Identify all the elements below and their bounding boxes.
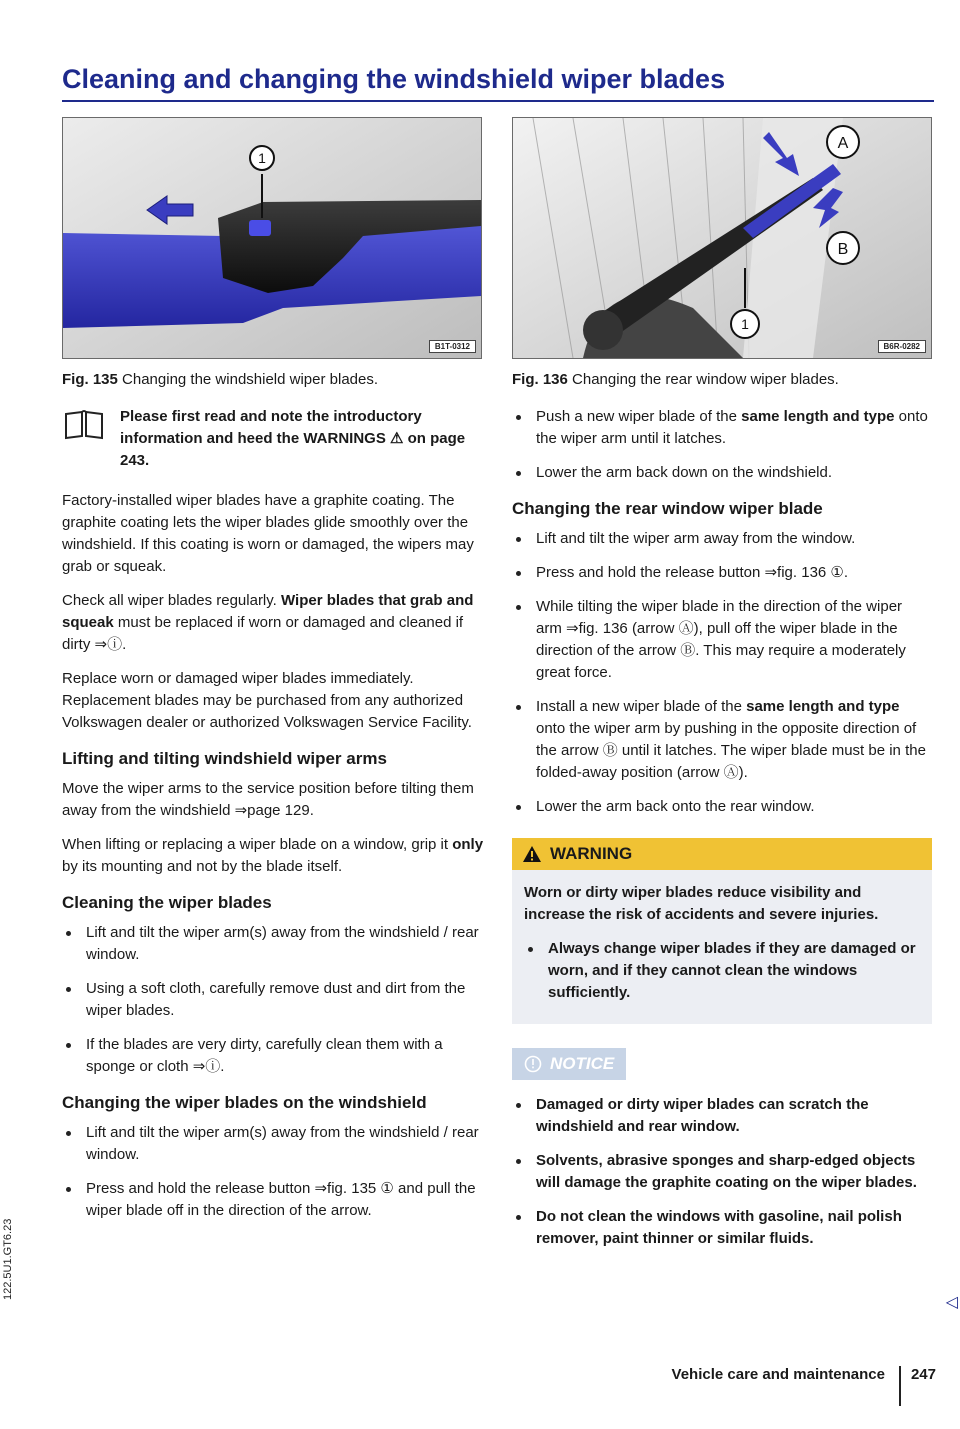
- text-run: by its mounting and not by the blade itself.: [62, 858, 343, 875]
- list-item: If the blades are very dirty, carefully clean them with a sponge or cloth ⇒ⓘ.: [62, 1034, 484, 1078]
- figure-135-image: [62, 117, 482, 359]
- text-run: onto the wiper arm by pushing in the opposite direction of the arrow Ⓑ until it latches. The wiper blade must be in the folded-away position (arrow Ⓐ).: [536, 720, 926, 781]
- footer-section-title: Vehicle care and maintenance: [672, 1366, 901, 1406]
- heading-rear-window: Changing the rear window wiper blade: [512, 499, 823, 518]
- figure-136-image: [512, 117, 932, 359]
- paragraph-replace: Replace worn or damaged wiper blades immediately. Replacement blades may be purchased from any authorized Volkswagen dealer or authorized Volkswagen Service Facility.: [62, 670, 472, 731]
- list-item: Always change wiper blades if they are damaged or worn, and if they cannot clean the windows sufficiently.: [524, 938, 918, 1004]
- figure-135-caption: [62, 371, 484, 388]
- list-item: Lift and tilt the wiper arm(s) away from the windshield / rear window.: [62, 1122, 484, 1166]
- list-item: Lower the arm back onto the rear window.: [512, 796, 932, 818]
- warning-triangle-icon: [522, 845, 542, 863]
- info-circle-icon: [524, 1055, 542, 1073]
- notice-list: [512, 1094, 932, 1250]
- figure-label: Fig. 136: [512, 371, 568, 388]
- svg-text:A: A: [837, 135, 849, 152]
- heading-changing: Changing the wiper blades on the windshield: [62, 1093, 427, 1112]
- text-run-bold: Wiper blades that grab and squeak: [62, 592, 474, 631]
- figure-caption-text: Changing the windshield wiper blades.: [122, 371, 379, 388]
- paragraph-graphite: Factory-installed wiper blades have a graphite coating. The graphite coating lets the wiper blades glide smoothly over the windshield. If this coating is worn or damaged, the wipers may grab or squeak.: [62, 492, 474, 575]
- notice-header: [512, 1048, 626, 1080]
- paragraph-check: [62, 590, 484, 656]
- list-item: Do not clean the windows with gasoline, nail polish remover, paint thinner or similar fluids.: [512, 1206, 932, 1250]
- list-item: Damaged or dirty wiper blades can scratch the windshield and rear window.: [512, 1094, 932, 1138]
- text-run: Check all wiper blades regularly.: [62, 592, 281, 609]
- warning-lead: Worn or dirty wiper blades reduce visibility and increase the risk of accidents and severe injuries.: [524, 884, 879, 923]
- list-item: Using a soft cloth, carefully remove dust and dirt from the wiper blades.: [62, 978, 484, 1022]
- list-item: Press and hold the release button ⇒fig. 136 ①.: [512, 562, 932, 584]
- text-run: When lifting or replacing a wiper blade on a window, grip it: [62, 836, 453, 853]
- notice-title: NOTICE: [550, 1054, 615, 1073]
- rear-wiper-illustration: [513, 118, 931, 358]
- figure-code: B1T-0312: [429, 340, 476, 353]
- warning-box: [512, 838, 932, 1024]
- svg-text:1: 1: [741, 316, 749, 332]
- text-run-bold: same length and type: [741, 408, 895, 425]
- list-item: Solvents, abrasive sponges and sharp-edged objects will damage the graphite coating on the wiper blades.: [512, 1150, 932, 1194]
- figure-136-caption: [512, 371, 932, 388]
- text-run: Install a new wiper blade of the: [536, 698, 747, 715]
- svg-text:B: B: [837, 241, 849, 258]
- warning-header: [512, 838, 932, 870]
- page-title: Cleaning and changing the windshield wiper blades: [62, 64, 726, 94]
- wiper-blade-illustration: [63, 118, 481, 358]
- warning-title: WARNING: [550, 844, 633, 863]
- page-footer: [640, 1366, 936, 1406]
- text-run: must be replaced if worn or damaged and cleaned if dirty ⇒ⓘ.: [62, 614, 464, 653]
- list-item: [512, 696, 932, 784]
- text-run-bold: same length and type: [746, 698, 900, 715]
- text-run: Push a new wiper blade of the: [536, 408, 742, 425]
- list-item: Lift and tilt the wiper arm away from the window.: [512, 528, 932, 550]
- list-item: Lower the arm back down on the windshield.: [512, 462, 932, 484]
- end-of-section-icon: ◁: [945, 1294, 958, 1311]
- figure-caption-text: Changing the rear window wiper blades.: [572, 371, 839, 388]
- list-item: While tilting the wiper blade in the direction of the wiper arm ⇒fig. 136 (arrow Ⓐ), pull off the wiper blade in the direction of the arrow Ⓑ. This may require a moderately great force.: [512, 596, 932, 684]
- heading-lifting: Lifting and tilting windshield wiper arms: [62, 749, 387, 768]
- text-run: onto the wiper arm until it latches.: [536, 408, 928, 447]
- list-item: Lift and tilt the wiper arm(s) away from the windshield / rear window.: [62, 922, 484, 966]
- list-item: [512, 406, 932, 450]
- warning-body: [512, 870, 932, 1024]
- heading-cleaning: Cleaning the wiper blades: [62, 893, 272, 912]
- right-column: [512, 117, 932, 1262]
- figure-code: B6R-0282: [878, 340, 926, 353]
- intro-text: Please first read and note the introductory information and heed the WARNINGS ⚠ on page 243.: [120, 408, 466, 469]
- page-number: 247: [910, 1366, 936, 1383]
- book-icon: [62, 408, 106, 440]
- paragraph-grip: [62, 834, 484, 878]
- list-item: Press and hold the release button ⇒fig. 135 ① and pull the wiper blade off in the direction of the arrow.: [62, 1178, 484, 1222]
- text-run-bold: only: [452, 836, 484, 853]
- svg-text:1: 1: [258, 150, 266, 166]
- paragraph-move: Move the wiper arms to the service position before tilting them away from the windshield ⇒page 129.: [62, 780, 474, 819]
- intro-note: [62, 406, 484, 472]
- left-column: [62, 117, 484, 1234]
- title-rule: [62, 100, 934, 102]
- figure-label: Fig. 135: [62, 371, 118, 388]
- document-code: 122.5U1.GT6.23: [2, 1218, 14, 1300]
